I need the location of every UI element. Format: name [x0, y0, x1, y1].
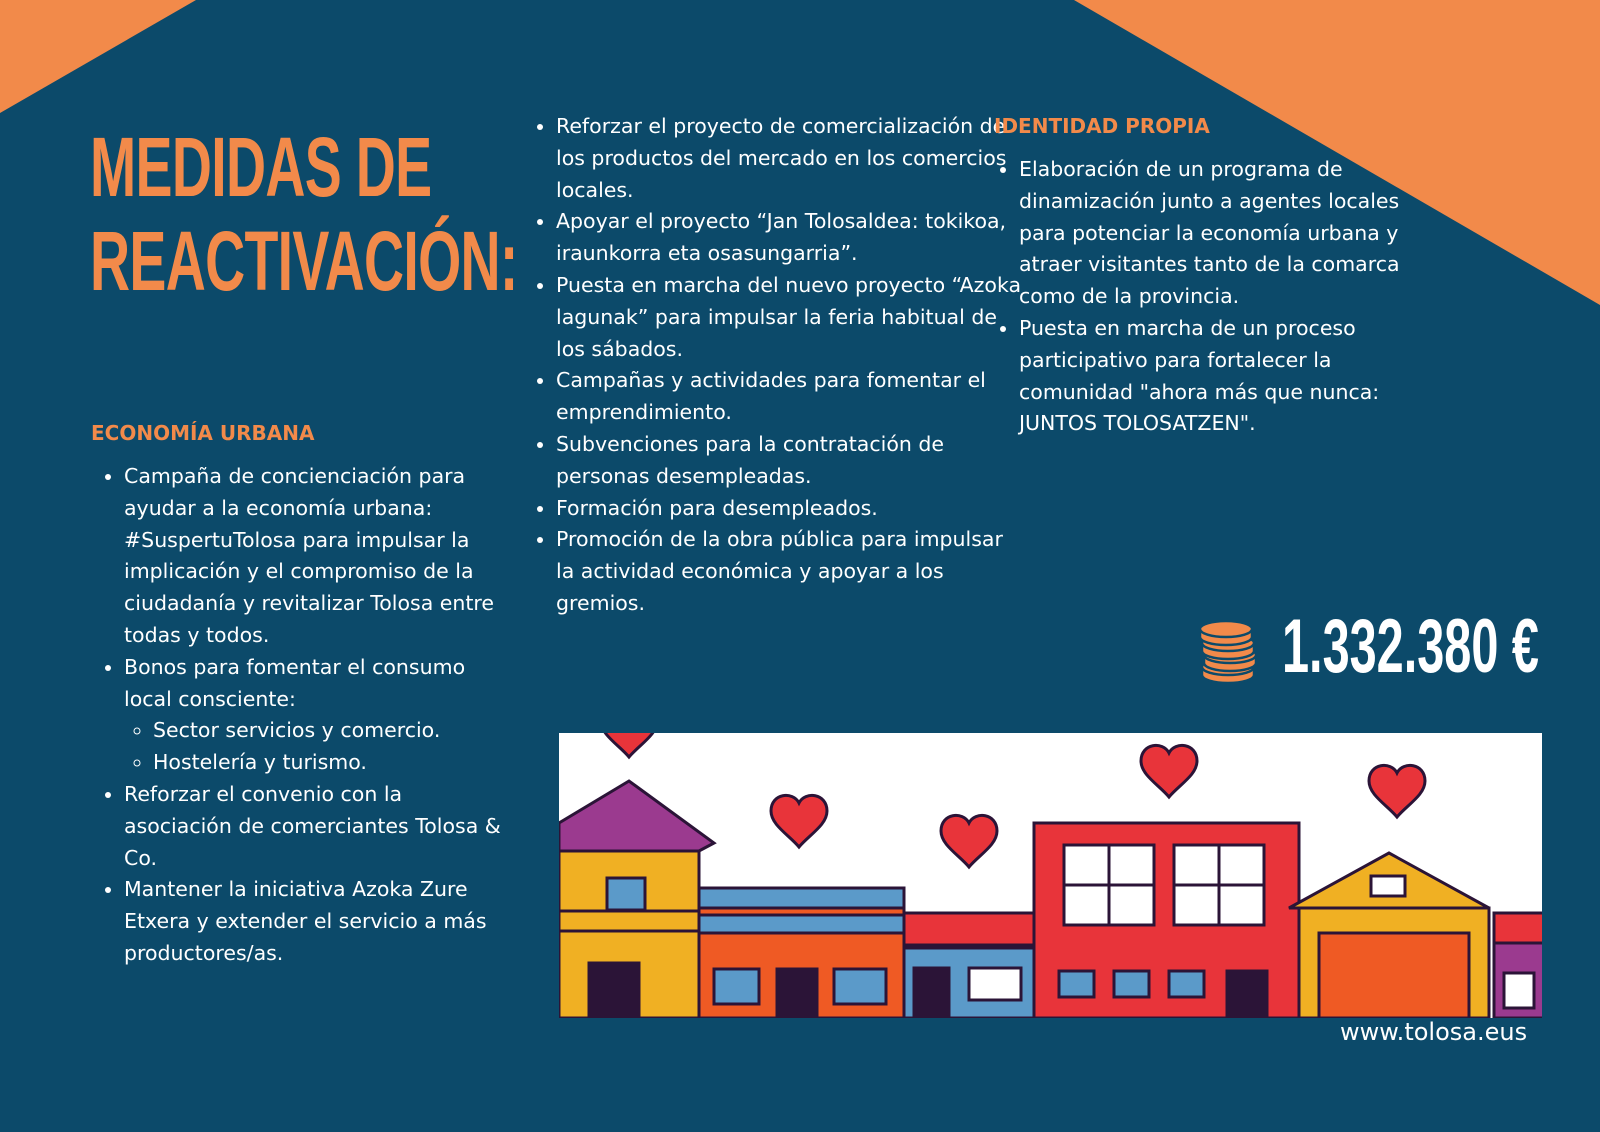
list-item: • Subvenciones para la contratación de personas desempleadas. [556, 429, 1026, 493]
title-line-2: REACTIVACIÓN: [90, 214, 518, 308]
list-item: • Campaña de concienciación para ayudar a la economía urbana: #SuspertuTolosa para impulsar la implicación y el compromiso de la ciudadanía y revitalizar Tolosa entre todas y todos. [124, 461, 512, 652]
list-item-text: Bonos para fomentar el consumo local consciente: [124, 654, 466, 711]
identidad-propia-list [986, 154, 1405, 440]
list-item: • Puesta en marcha de un proceso participativo para fortalecer la comunidad "ahora más que nunca: JUNTOS TOLOSATZEN". [1019, 313, 1405, 440]
list-item: • Formación para desempleados. [556, 493, 1026, 525]
list-item: • Elaboración de un programa de dinamización junto a agentes locales para potenciar la economía urbana y atraer visitantes tanto de la comarca como de la provincia. [1019, 154, 1405, 313]
page-title [90, 120, 518, 308]
list-item [124, 652, 512, 779]
sub-list-item: ◦ Sector servicios y comercio. [153, 715, 512, 747]
list-item: • Puesta en marcha del nuevo proyecto “Azoka lagunak” para impulsar la feria habitual de los sábados. [556, 270, 1026, 365]
sub-list [124, 715, 512, 779]
coins-icon [1198, 615, 1264, 685]
identidad-propia-heading: IDENTIDAD PROPIA [994, 114, 1210, 138]
list-item: • Campañas y actividades para fomentar el emprendimiento. [556, 365, 1026, 429]
list-item: • Reforzar el proyecto de comercialización de los productos del mercado en los comercios locales. [556, 111, 1026, 206]
list-item: • Promoción de la obra pública para impulsar la actividad económica y apoyar a los gremios. [556, 524, 1026, 619]
list-item: • Apoyar el proyecto “Jan Tolosaldea: tokikoa, iraunkorra eta osasungarria”. [556, 206, 1026, 270]
title-line-1: MEDIDAS DE [90, 120, 432, 214]
budget-amount: 1.332.380 € [1282, 604, 1539, 689]
economia-urbana-heading: ECONOMÍA URBANA [91, 421, 315, 445]
list-item: • Mantener la iniciativa Azoka Zure Etxera y extender el servicio a más productores/as. [124, 874, 512, 969]
list-item: • Reforzar el convenio con la asociación de comerciantes Tolosa & Co. [124, 779, 512, 874]
website-link[interactable]: www.tolosa.eus [1340, 1018, 1528, 1046]
sub-list-item: ◦ Hostelería y turismo. [153, 747, 512, 779]
storefronts-illustration [559, 733, 1542, 1018]
middle-column-list [523, 111, 1026, 620]
economia-urbana-list [91, 461, 512, 970]
